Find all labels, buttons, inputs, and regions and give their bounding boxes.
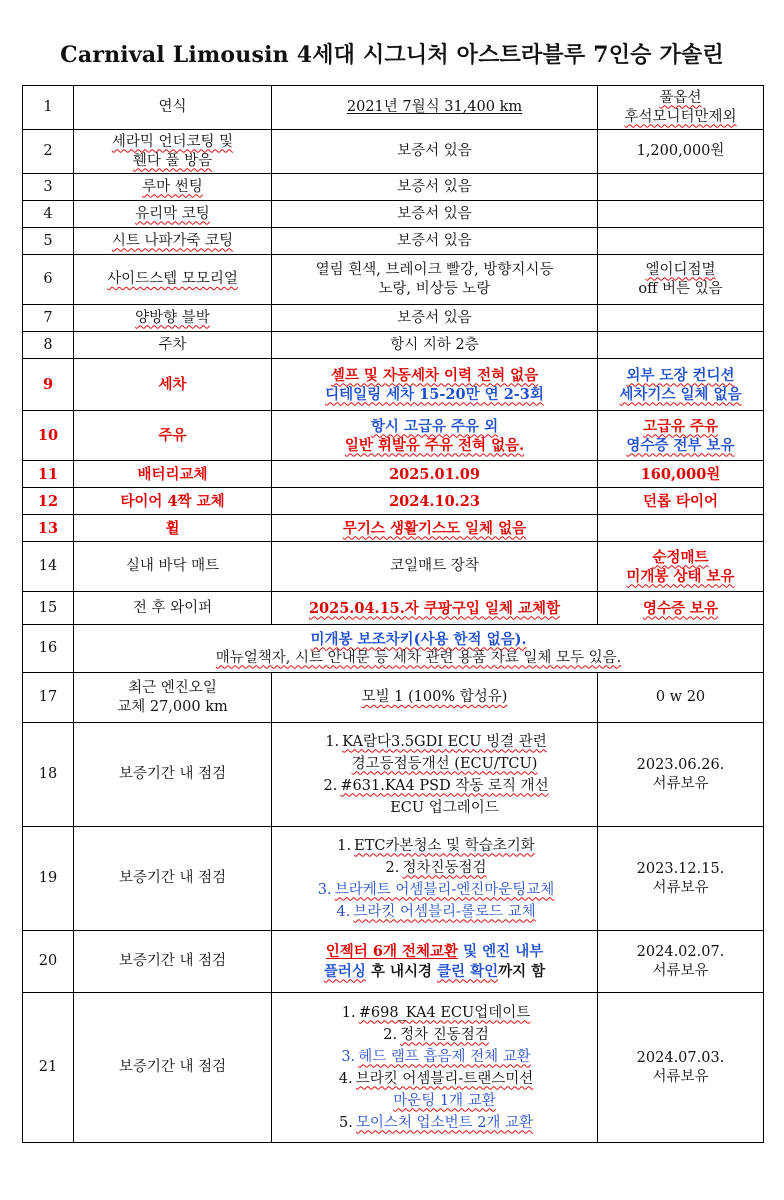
row-accessories: 미개봉 보조차키(사용 한적 없음). 매뉴얼책자, 시트 안내문 등 세차 관련 용품 자료 일체 모두 있음. (74, 625, 764, 673)
table-row (23, 515, 764, 542)
row-note (598, 332, 764, 359)
table-row (23, 993, 764, 1143)
row-number: 4 (23, 201, 74, 228)
row-number: 11 (23, 461, 74, 488)
row-detail: 보증서 있음 (272, 228, 598, 255)
row-item: 주유 (74, 411, 272, 461)
row-note (598, 174, 764, 201)
row-detail: 2021년 7월식 31,400 km (272, 86, 598, 130)
row-note: 0 w 20 (598, 673, 764, 723)
row-detail-list (272, 723, 598, 827)
row-detail: 셀프 및 자동세차 이력 전혀 없음 디테일링 세차 15-20만 연 2-3회 (272, 359, 598, 411)
row-detail: 열림 흰색, 브레이크 빨강, 방향지시등 노랑, 비상등 노랑 (272, 255, 598, 305)
row-note: 풀옵션 후석모니터만제외 (598, 86, 764, 130)
row-detail: 보증서 있음 (272, 201, 598, 228)
list-item: 1. ETC카본청소 및 학습초기화 (337, 837, 535, 854)
row-detail: 보증서 있음 (272, 174, 598, 201)
table-row (23, 130, 764, 174)
row-number: 19 (23, 827, 74, 931)
list-item: 2. 정차 진동점검 (383, 1026, 489, 1043)
row-detail: 코일매트 장착 (272, 542, 598, 592)
list-item: 4. 브라킷 어셈블리-롤로드 교체 (336, 903, 536, 920)
row-number: 7 (23, 305, 74, 332)
row-number: 10 (23, 411, 74, 461)
row-detail-list (272, 827, 598, 931)
row-item: 루마 썬팅 (74, 174, 272, 201)
row-note: 2023.06.26. 서류보유 (598, 723, 764, 827)
row-item: 최근 엔진오일 교체 27,000 km (74, 673, 272, 723)
document-title: Carnival Limousin 4세대 시그니처 아스트라블루 7인승 가솔린 (60, 42, 724, 68)
row-item: 보증기간 내 점검 (74, 931, 272, 993)
row-note (598, 228, 764, 255)
table-row (23, 305, 764, 332)
row-number: 13 (23, 515, 74, 542)
row-note (598, 305, 764, 332)
row-number: 2 (23, 130, 74, 174)
row-detail: 2025.01.09 (272, 461, 598, 488)
table-row (23, 542, 764, 592)
row-detail: 보증서 있음 (272, 130, 598, 174)
row-item: 휠 (74, 515, 272, 542)
row-item: 연식 (74, 86, 272, 130)
row-note: 엘이디점멸 off 버튼 있음 (598, 255, 764, 305)
row-number: 21 (23, 993, 74, 1143)
row-note: 2023.12.15. 서류보유 (598, 827, 764, 931)
table-row (23, 411, 764, 461)
table-row (23, 827, 764, 931)
list-item: 3. 브라케트 어셈블리-엔진마운팅교체 (317, 881, 555, 898)
row-item: 주차 (74, 332, 272, 359)
table-row (23, 931, 764, 993)
list-item: 5. 모이스처 업소번트 2개 교환 (339, 1114, 534, 1131)
row-note: 순정매트 미개봉 상태 보유 (598, 542, 764, 592)
row-note (598, 201, 764, 228)
row-note: 160,000원 (598, 461, 764, 488)
list-item: 4. 브라킷 어셈블리-트랜스미션 마운팅 1개 교환 (338, 1070, 534, 1109)
row-item: 보증기간 내 점검 (74, 723, 272, 827)
row-item: 유리막 코팅 (74, 201, 272, 228)
row-item: 시트 나파가죽 코팅 (74, 228, 272, 255)
row-item: 전 후 와이퍼 (74, 592, 272, 625)
row-number: 12 (23, 488, 74, 515)
row-number: 20 (23, 931, 74, 993)
table-row (23, 228, 764, 255)
row-note: 2024.07.03. 서류보유 (598, 993, 764, 1143)
row-number: 6 (23, 255, 74, 305)
table-row (23, 332, 764, 359)
row-number: 3 (23, 174, 74, 201)
list-item: 2. 정차진동점검 (385, 859, 487, 876)
table-row (23, 461, 764, 488)
row-detail: 항시 지하 2층 (272, 332, 598, 359)
vehicle-spec-table (22, 85, 764, 1143)
row-number: 18 (23, 723, 74, 827)
table-row (23, 359, 764, 411)
table-row (23, 201, 764, 228)
row-number: 15 (23, 592, 74, 625)
table-row (23, 723, 764, 827)
row-item: 배터리교체 (74, 461, 272, 488)
row-number: 14 (23, 542, 74, 592)
row-note: 고급유 주유 영수증 전부 보유 (598, 411, 764, 461)
row-note: 외부 도장 컨디션 세차기스 일체 없음 (598, 359, 764, 411)
row-detail: 항시 고급유 주유 외 일반 휘발유 주유 전혀 없음. (272, 411, 598, 461)
row-note (598, 515, 764, 542)
row-number: 8 (23, 332, 74, 359)
row-detail-list (272, 993, 598, 1143)
list-item: 1. #698_KA4 ECU업데이트 (341, 1004, 531, 1021)
row-item: 보증기간 내 점검 (74, 993, 272, 1143)
row-number: 9 (23, 359, 74, 411)
list-item: 3. 헤드 램프 흡음제 전체 교환 (341, 1048, 531, 1065)
row-note: 영수증 보유 (598, 592, 764, 625)
row-item: 보증기간 내 점검 (74, 827, 272, 931)
row-note: 2024.02.07. 서류보유 (598, 931, 764, 993)
row-detail: 보증서 있음 (272, 305, 598, 332)
list-item: 1. KA람다3.5GDI ECU 빙결 관련 경고등점등개선 (ECU/TCU) (325, 733, 547, 772)
row-item: 실내 바닥 매트 (74, 542, 272, 592)
row-detail: 인젝터 6개 전체교환 및 엔진 내부 플러싱 후 내시경 클린 확인까지 함 (272, 931, 598, 993)
row-item: 양방향 블박 (74, 305, 272, 332)
table-row (23, 592, 764, 625)
table-row (23, 488, 764, 515)
table-row (23, 673, 764, 723)
row-note: 1,200,000원 (598, 130, 764, 174)
row-item: 사이드스텝 모모리얼 (74, 255, 272, 305)
list-item: 2. #631.KA4 PSD 작동 로직 개선 ECU 업그레이드 (323, 777, 549, 816)
row-number: 17 (23, 673, 74, 723)
row-item: 세차 (74, 359, 272, 411)
row-number: 1 (23, 86, 74, 130)
table-row (23, 86, 764, 130)
row-detail: 모빌 1 (100% 합성유) (272, 673, 598, 723)
row-detail: 무기스 생활기스도 일체 없음 (272, 515, 598, 542)
row-number: 5 (23, 228, 74, 255)
row-number: 16 (23, 625, 74, 673)
table-row (23, 174, 764, 201)
row-note: 던롭 타이어 (598, 488, 764, 515)
row-item: 타이어 4짝 교체 (74, 488, 272, 515)
row-detail: 2024.10.23 (272, 488, 598, 515)
row-detail: 2025.04.15.자 쿠팡구입 일체 교체함 (272, 592, 598, 625)
table-row (23, 255, 764, 305)
table-row (23, 625, 764, 673)
row-item: 세라믹 언더코팅 및 휀다 풀 방음 (74, 130, 272, 174)
